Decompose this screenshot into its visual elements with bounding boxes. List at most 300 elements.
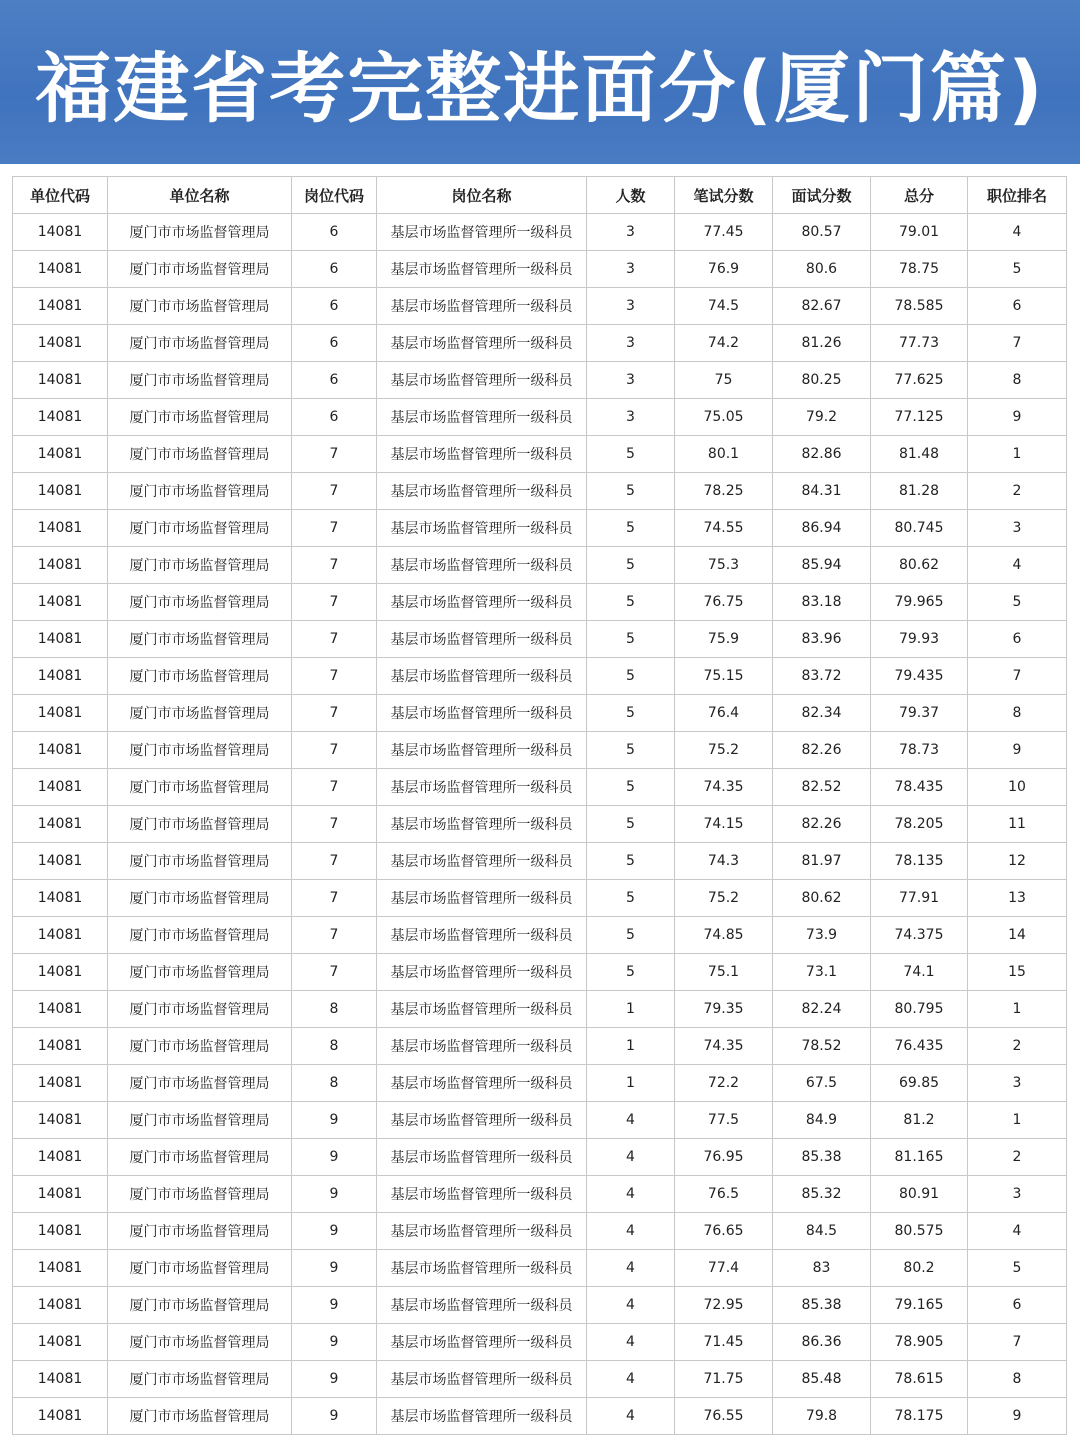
cell-interview-score: 85.38 bbox=[773, 1139, 871, 1176]
cell-post-name: 基层市场监督管理所一级科员 bbox=[377, 399, 587, 436]
cell-post-rank: 7 bbox=[968, 1324, 1067, 1361]
cell-post-code: 9 bbox=[292, 1324, 377, 1361]
header-written-score: 笔试分数 bbox=[675, 177, 773, 214]
cell-interview-score: 85.94 bbox=[773, 547, 871, 584]
header-headcount: 人数 bbox=[587, 177, 675, 214]
cell-post-code: 7 bbox=[292, 547, 377, 584]
table-row bbox=[13, 991, 1067, 1028]
table-row bbox=[13, 621, 1067, 658]
cell-total-score: 76.435 bbox=[871, 1028, 968, 1065]
cell-unit-code: 14081 bbox=[13, 1361, 108, 1398]
cell-unit-name: 厦门市市场监督管理局 bbox=[108, 769, 292, 806]
cell-post-code: 9 bbox=[292, 1250, 377, 1287]
cell-post-name: 基层市场监督管理所一级科员 bbox=[377, 1287, 587, 1324]
table-row bbox=[13, 510, 1067, 547]
cell-interview-score: 78.52 bbox=[773, 1028, 871, 1065]
cell-total-score: 69.85 bbox=[871, 1065, 968, 1102]
cell-post-code: 7 bbox=[292, 584, 377, 621]
cell-written-score: 72.95 bbox=[675, 1287, 773, 1324]
table-row bbox=[13, 547, 1067, 584]
cell-post-code: 6 bbox=[292, 325, 377, 362]
cell-post-name: 基层市场监督管理所一级科员 bbox=[377, 436, 587, 473]
cell-post-name: 基层市场监督管理所一级科员 bbox=[377, 1213, 587, 1250]
table-row bbox=[13, 658, 1067, 695]
page-title: 福建省考完整进面分(厦门篇) bbox=[35, 43, 1045, 133]
header-post-name: 岗位名称 bbox=[377, 177, 587, 214]
cell-post-name: 基层市场监督管理所一级科员 bbox=[377, 1065, 587, 1102]
cell-unit-name: 厦门市市场监督管理局 bbox=[108, 473, 292, 510]
cell-written-score: 74.5 bbox=[675, 288, 773, 325]
cell-headcount: 3 bbox=[587, 399, 675, 436]
cell-post-rank: 14 bbox=[968, 917, 1067, 954]
cell-total-score: 78.905 bbox=[871, 1324, 968, 1361]
cell-headcount: 4 bbox=[587, 1213, 675, 1250]
cell-post-code: 7 bbox=[292, 473, 377, 510]
cell-post-name: 基层市场监督管理所一级科员 bbox=[377, 362, 587, 399]
cell-interview-score: 82.52 bbox=[773, 769, 871, 806]
cell-post-rank: 6 bbox=[968, 621, 1067, 658]
cell-interview-score: 73.9 bbox=[773, 917, 871, 954]
cell-total-score: 78.615 bbox=[871, 1361, 968, 1398]
cell-interview-score: 84.9 bbox=[773, 1102, 871, 1139]
cell-post-name: 基层市场监督管理所一级科员 bbox=[377, 658, 587, 695]
cell-post-name: 基层市场监督管理所一级科员 bbox=[377, 325, 587, 362]
table-row bbox=[13, 1213, 1067, 1250]
cell-total-score: 78.75 bbox=[871, 251, 968, 288]
cell-headcount: 4 bbox=[587, 1139, 675, 1176]
cell-post-name: 基层市场监督管理所一级科员 bbox=[377, 547, 587, 584]
cell-unit-name: 厦门市市场监督管理局 bbox=[108, 991, 292, 1028]
table-row bbox=[13, 288, 1067, 325]
table-row bbox=[13, 1176, 1067, 1213]
cell-written-score: 75.9 bbox=[675, 621, 773, 658]
cell-post-rank: 5 bbox=[968, 584, 1067, 621]
cell-total-score: 79.965 bbox=[871, 584, 968, 621]
table-row bbox=[13, 1361, 1067, 1398]
table-row bbox=[13, 1139, 1067, 1176]
cell-interview-score: 80.57 bbox=[773, 214, 871, 251]
table-row bbox=[13, 214, 1067, 251]
cell-headcount: 5 bbox=[587, 732, 675, 769]
cell-written-score: 74.35 bbox=[675, 769, 773, 806]
cell-total-score: 81.2 bbox=[871, 1102, 968, 1139]
cell-total-score: 78.135 bbox=[871, 843, 968, 880]
cell-post-name: 基层市场监督管理所一级科员 bbox=[377, 621, 587, 658]
cell-post-name: 基层市场监督管理所一级科员 bbox=[377, 954, 587, 991]
cell-total-score: 78.175 bbox=[871, 1398, 968, 1435]
cell-unit-name: 厦门市市场监督管理局 bbox=[108, 621, 292, 658]
cell-post-code: 7 bbox=[292, 843, 377, 880]
cell-post-name: 基层市场监督管理所一级科员 bbox=[377, 880, 587, 917]
cell-written-score: 76.75 bbox=[675, 584, 773, 621]
title-banner bbox=[0, 0, 1080, 164]
table-row bbox=[13, 769, 1067, 806]
cell-interview-score: 82.26 bbox=[773, 806, 871, 843]
table-row bbox=[13, 1250, 1067, 1287]
cell-post-name: 基层市场监督管理所一级科员 bbox=[377, 843, 587, 880]
cell-headcount: 4 bbox=[587, 1361, 675, 1398]
cell-unit-code: 14081 bbox=[13, 510, 108, 547]
cell-headcount: 3 bbox=[587, 214, 675, 251]
cell-unit-code: 14081 bbox=[13, 880, 108, 917]
cell-post-rank: 3 bbox=[968, 510, 1067, 547]
cell-unit-name: 厦门市市场监督管理局 bbox=[108, 362, 292, 399]
cell-post-name: 基层市场监督管理所一级科员 bbox=[377, 991, 587, 1028]
table-row bbox=[13, 880, 1067, 917]
cell-post-rank: 12 bbox=[968, 843, 1067, 880]
cell-post-name: 基层市场监督管理所一级科员 bbox=[377, 1398, 587, 1435]
cell-unit-code: 14081 bbox=[13, 1398, 108, 1435]
cell-unit-name: 厦门市市场监督管理局 bbox=[108, 806, 292, 843]
cell-post-code: 8 bbox=[292, 991, 377, 1028]
cell-unit-name: 厦门市市场监督管理局 bbox=[108, 695, 292, 732]
cell-post-code: 7 bbox=[292, 658, 377, 695]
cell-unit-code: 14081 bbox=[13, 399, 108, 436]
cell-headcount: 3 bbox=[587, 325, 675, 362]
table-row bbox=[13, 1102, 1067, 1139]
table-row bbox=[13, 251, 1067, 288]
cell-written-score: 75.2 bbox=[675, 732, 773, 769]
cell-unit-name: 厦门市市场监督管理局 bbox=[108, 399, 292, 436]
cell-post-name: 基层市场监督管理所一级科员 bbox=[377, 732, 587, 769]
cell-interview-score: 81.26 bbox=[773, 325, 871, 362]
cell-post-rank: 3 bbox=[968, 1176, 1067, 1213]
cell-unit-name: 厦门市市场监督管理局 bbox=[108, 843, 292, 880]
header-interview-score: 面试分数 bbox=[773, 177, 871, 214]
cell-total-score: 80.745 bbox=[871, 510, 968, 547]
cell-written-score: 76.65 bbox=[675, 1213, 773, 1250]
cell-post-name: 基层市场监督管理所一级科员 bbox=[377, 917, 587, 954]
table-row bbox=[13, 1324, 1067, 1361]
cell-unit-name: 厦门市市场监督管理局 bbox=[108, 436, 292, 473]
table-row bbox=[13, 843, 1067, 880]
cell-headcount: 5 bbox=[587, 584, 675, 621]
cell-written-score: 79.35 bbox=[675, 991, 773, 1028]
cell-unit-name: 厦门市市场监督管理局 bbox=[108, 584, 292, 621]
cell-written-score: 77.4 bbox=[675, 1250, 773, 1287]
cell-unit-name: 厦门市市场监督管理局 bbox=[108, 1287, 292, 1324]
cell-post-name: 基层市场监督管理所一级科员 bbox=[377, 1176, 587, 1213]
cell-unit-name: 厦门市市场监督管理局 bbox=[108, 1065, 292, 1102]
cell-post-rank: 9 bbox=[968, 1398, 1067, 1435]
cell-post-rank: 9 bbox=[968, 399, 1067, 436]
cell-unit-code: 14081 bbox=[13, 251, 108, 288]
cell-interview-score: 79.8 bbox=[773, 1398, 871, 1435]
cell-interview-score: 84.5 bbox=[773, 1213, 871, 1250]
cell-written-score: 76.55 bbox=[675, 1398, 773, 1435]
table-row bbox=[13, 954, 1067, 991]
cell-written-score: 75.1 bbox=[675, 954, 773, 991]
cell-total-score: 80.575 bbox=[871, 1213, 968, 1250]
cell-unit-name: 厦门市市场监督管理局 bbox=[108, 917, 292, 954]
table-row bbox=[13, 917, 1067, 954]
cell-post-code: 7 bbox=[292, 436, 377, 473]
cell-written-score: 74.2 bbox=[675, 325, 773, 362]
cell-post-name: 基层市场监督管理所一级科员 bbox=[377, 473, 587, 510]
table-row bbox=[13, 1287, 1067, 1324]
cell-post-code: 6 bbox=[292, 214, 377, 251]
header-post-code: 岗位代码 bbox=[292, 177, 377, 214]
cell-interview-score: 86.36 bbox=[773, 1324, 871, 1361]
cell-post-name: 基层市场监督管理所一级科员 bbox=[377, 584, 587, 621]
cell-unit-name: 厦门市市场监督管理局 bbox=[108, 251, 292, 288]
cell-interview-score: 79.2 bbox=[773, 399, 871, 436]
cell-unit-name: 厦门市市场监督管理局 bbox=[108, 510, 292, 547]
cell-post-rank: 1 bbox=[968, 1102, 1067, 1139]
cell-post-name: 基层市场监督管理所一级科员 bbox=[377, 1139, 587, 1176]
cell-written-score: 71.75 bbox=[675, 1361, 773, 1398]
cell-written-score: 75.15 bbox=[675, 658, 773, 695]
cell-post-name: 基层市场监督管理所一级科员 bbox=[377, 510, 587, 547]
cell-interview-score: 67.5 bbox=[773, 1065, 871, 1102]
table-row bbox=[13, 806, 1067, 843]
cell-interview-score: 85.32 bbox=[773, 1176, 871, 1213]
cell-headcount: 5 bbox=[587, 547, 675, 584]
cell-headcount: 5 bbox=[587, 769, 675, 806]
cell-total-score: 79.37 bbox=[871, 695, 968, 732]
header-unit-code: 单位代码 bbox=[13, 177, 108, 214]
cell-headcount: 5 bbox=[587, 510, 675, 547]
cell-written-score: 74.85 bbox=[675, 917, 773, 954]
cell-post-rank: 4 bbox=[968, 214, 1067, 251]
cell-total-score: 74.375 bbox=[871, 917, 968, 954]
table-row bbox=[13, 584, 1067, 621]
cell-post-name: 基层市场监督管理所一级科员 bbox=[377, 695, 587, 732]
cell-interview-score: 81.97 bbox=[773, 843, 871, 880]
cell-total-score: 78.73 bbox=[871, 732, 968, 769]
cell-written-score: 75.3 bbox=[675, 547, 773, 584]
cell-total-score: 77.625 bbox=[871, 362, 968, 399]
cell-unit-code: 14081 bbox=[13, 1250, 108, 1287]
cell-written-score: 80.1 bbox=[675, 436, 773, 473]
cell-written-score: 74.55 bbox=[675, 510, 773, 547]
cell-total-score: 80.62 bbox=[871, 547, 968, 584]
cell-written-score: 75 bbox=[675, 362, 773, 399]
cell-total-score: 79.93 bbox=[871, 621, 968, 658]
table-row bbox=[13, 473, 1067, 510]
cell-written-score: 72.2 bbox=[675, 1065, 773, 1102]
cell-post-code: 7 bbox=[292, 880, 377, 917]
table-row bbox=[13, 436, 1067, 473]
cell-headcount: 5 bbox=[587, 436, 675, 473]
cell-unit-name: 厦门市市场监督管理局 bbox=[108, 1213, 292, 1250]
cell-interview-score: 80.6 bbox=[773, 251, 871, 288]
cell-post-code: 8 bbox=[292, 1028, 377, 1065]
cell-post-code: 6 bbox=[292, 362, 377, 399]
cell-headcount: 5 bbox=[587, 473, 675, 510]
cell-post-rank: 5 bbox=[968, 251, 1067, 288]
cell-post-rank: 1 bbox=[968, 436, 1067, 473]
cell-post-code: 6 bbox=[292, 399, 377, 436]
cell-unit-code: 14081 bbox=[13, 991, 108, 1028]
cell-headcount: 5 bbox=[587, 806, 675, 843]
cell-written-score: 74.3 bbox=[675, 843, 773, 880]
cell-written-score: 77.45 bbox=[675, 214, 773, 251]
cell-post-name: 基层市场监督管理所一级科员 bbox=[377, 1324, 587, 1361]
cell-post-code: 9 bbox=[292, 1213, 377, 1250]
header-total-score: 总分 bbox=[871, 177, 968, 214]
cell-total-score: 80.91 bbox=[871, 1176, 968, 1213]
cell-headcount: 4 bbox=[587, 1176, 675, 1213]
cell-interview-score: 83.96 bbox=[773, 621, 871, 658]
table-row bbox=[13, 399, 1067, 436]
cell-interview-score: 80.62 bbox=[773, 880, 871, 917]
cell-unit-name: 厦门市市场监督管理局 bbox=[108, 1361, 292, 1398]
cell-written-score: 76.5 bbox=[675, 1176, 773, 1213]
cell-interview-score: 84.31 bbox=[773, 473, 871, 510]
cell-total-score: 79.435 bbox=[871, 658, 968, 695]
cell-post-rank: 8 bbox=[968, 362, 1067, 399]
cell-unit-code: 14081 bbox=[13, 288, 108, 325]
cell-interview-score: 82.34 bbox=[773, 695, 871, 732]
table-row bbox=[13, 1065, 1067, 1102]
cell-post-rank: 4 bbox=[968, 1213, 1067, 1250]
cell-written-score: 78.25 bbox=[675, 473, 773, 510]
cell-post-rank: 1 bbox=[968, 991, 1067, 1028]
cell-headcount: 5 bbox=[587, 917, 675, 954]
cell-headcount: 5 bbox=[587, 954, 675, 991]
cell-unit-name: 厦门市市场监督管理局 bbox=[108, 1102, 292, 1139]
cell-headcount: 3 bbox=[587, 362, 675, 399]
cell-total-score: 79.165 bbox=[871, 1287, 968, 1324]
cell-post-name: 基层市场监督管理所一级科员 bbox=[377, 1102, 587, 1139]
cell-unit-code: 14081 bbox=[13, 584, 108, 621]
cell-written-score: 76.9 bbox=[675, 251, 773, 288]
cell-unit-code: 14081 bbox=[13, 1028, 108, 1065]
cell-headcount: 1 bbox=[587, 1028, 675, 1065]
cell-post-rank: 6 bbox=[968, 1287, 1067, 1324]
score-table bbox=[12, 176, 1067, 1435]
cell-post-name: 基层市场监督管理所一级科员 bbox=[377, 1250, 587, 1287]
cell-unit-name: 厦门市市场监督管理局 bbox=[108, 547, 292, 584]
cell-unit-code: 14081 bbox=[13, 1213, 108, 1250]
cell-post-rank: 6 bbox=[968, 288, 1067, 325]
table-row bbox=[13, 362, 1067, 399]
cell-unit-code: 14081 bbox=[13, 1324, 108, 1361]
table-row bbox=[13, 695, 1067, 732]
cell-post-rank: 9 bbox=[968, 732, 1067, 769]
cell-post-rank: 8 bbox=[968, 695, 1067, 732]
cell-post-code: 9 bbox=[292, 1102, 377, 1139]
cell-post-rank: 2 bbox=[968, 1028, 1067, 1065]
cell-interview-score: 73.1 bbox=[773, 954, 871, 991]
cell-total-score: 77.91 bbox=[871, 880, 968, 917]
cell-unit-code: 14081 bbox=[13, 954, 108, 991]
header-post-rank: 职位排名 bbox=[968, 177, 1067, 214]
cell-total-score: 80.795 bbox=[871, 991, 968, 1028]
cell-post-code: 7 bbox=[292, 695, 377, 732]
cell-post-code: 9 bbox=[292, 1361, 377, 1398]
cell-post-name: 基层市场监督管理所一级科员 bbox=[377, 214, 587, 251]
cell-unit-code: 14081 bbox=[13, 621, 108, 658]
cell-unit-code: 14081 bbox=[13, 547, 108, 584]
cell-post-rank: 10 bbox=[968, 769, 1067, 806]
cell-post-code: 7 bbox=[292, 954, 377, 991]
cell-written-score: 77.5 bbox=[675, 1102, 773, 1139]
cell-total-score: 77.73 bbox=[871, 325, 968, 362]
cell-total-score: 81.28 bbox=[871, 473, 968, 510]
cell-written-score: 76.4 bbox=[675, 695, 773, 732]
cell-headcount: 4 bbox=[587, 1287, 675, 1324]
cell-written-score: 74.35 bbox=[675, 1028, 773, 1065]
cell-post-code: 7 bbox=[292, 769, 377, 806]
cell-unit-code: 14081 bbox=[13, 362, 108, 399]
cell-post-rank: 3 bbox=[968, 1065, 1067, 1102]
cell-interview-score: 82.67 bbox=[773, 288, 871, 325]
cell-post-rank: 11 bbox=[968, 806, 1067, 843]
cell-total-score: 78.435 bbox=[871, 769, 968, 806]
cell-unit-code: 14081 bbox=[13, 658, 108, 695]
cell-total-score: 79.01 bbox=[871, 214, 968, 251]
table-header-row bbox=[13, 177, 1067, 214]
cell-unit-name: 厦门市市场监督管理局 bbox=[108, 1176, 292, 1213]
cell-post-code: 9 bbox=[292, 1139, 377, 1176]
cell-unit-code: 14081 bbox=[13, 732, 108, 769]
cell-written-score: 74.15 bbox=[675, 806, 773, 843]
cell-written-score: 76.95 bbox=[675, 1139, 773, 1176]
cell-interview-score: 85.38 bbox=[773, 1287, 871, 1324]
cell-post-code: 8 bbox=[292, 1065, 377, 1102]
cell-interview-score: 82.26 bbox=[773, 732, 871, 769]
cell-headcount: 1 bbox=[587, 1065, 675, 1102]
cell-post-code: 7 bbox=[292, 806, 377, 843]
cell-post-name: 基层市场监督管理所一级科员 bbox=[377, 806, 587, 843]
cell-headcount: 5 bbox=[587, 621, 675, 658]
cell-post-rank: 4 bbox=[968, 547, 1067, 584]
cell-total-score: 80.2 bbox=[871, 1250, 968, 1287]
cell-interview-score: 82.86 bbox=[773, 436, 871, 473]
cell-post-code: 6 bbox=[292, 251, 377, 288]
cell-post-rank: 5 bbox=[968, 1250, 1067, 1287]
cell-post-code: 7 bbox=[292, 917, 377, 954]
cell-unit-code: 14081 bbox=[13, 1102, 108, 1139]
header-unit-name: 单位名称 bbox=[108, 177, 292, 214]
table-row bbox=[13, 1028, 1067, 1065]
cell-unit-code: 14081 bbox=[13, 769, 108, 806]
cell-post-code: 7 bbox=[292, 732, 377, 769]
cell-unit-code: 14081 bbox=[13, 917, 108, 954]
table-row bbox=[13, 1398, 1067, 1435]
cell-interview-score: 83.18 bbox=[773, 584, 871, 621]
cell-post-rank: 13 bbox=[968, 880, 1067, 917]
cell-post-name: 基层市场监督管理所一级科员 bbox=[377, 1028, 587, 1065]
cell-post-code: 9 bbox=[292, 1287, 377, 1324]
cell-headcount: 5 bbox=[587, 880, 675, 917]
cell-unit-code: 14081 bbox=[13, 214, 108, 251]
cell-unit-code: 14081 bbox=[13, 1065, 108, 1102]
cell-total-score: 78.205 bbox=[871, 806, 968, 843]
cell-unit-code: 14081 bbox=[13, 843, 108, 880]
cell-written-score: 71.45 bbox=[675, 1324, 773, 1361]
cell-post-code: 6 bbox=[292, 288, 377, 325]
cell-interview-score: 83 bbox=[773, 1250, 871, 1287]
cell-unit-code: 14081 bbox=[13, 1287, 108, 1324]
cell-post-name: 基层市场监督管理所一级科员 bbox=[377, 251, 587, 288]
cell-post-code: 7 bbox=[292, 510, 377, 547]
cell-interview-score: 80.25 bbox=[773, 362, 871, 399]
cell-headcount: 3 bbox=[587, 288, 675, 325]
cell-post-rank: 7 bbox=[968, 658, 1067, 695]
cell-headcount: 1 bbox=[587, 991, 675, 1028]
cell-headcount: 4 bbox=[587, 1250, 675, 1287]
cell-unit-name: 厦门市市场监督管理局 bbox=[108, 1139, 292, 1176]
cell-unit-code: 14081 bbox=[13, 1139, 108, 1176]
cell-post-name: 基层市场监督管理所一级科员 bbox=[377, 1361, 587, 1398]
cell-post-name: 基层市场监督管理所一级科员 bbox=[377, 769, 587, 806]
cell-unit-code: 14081 bbox=[13, 1176, 108, 1213]
table-row bbox=[13, 325, 1067, 362]
cell-total-score: 78.585 bbox=[871, 288, 968, 325]
